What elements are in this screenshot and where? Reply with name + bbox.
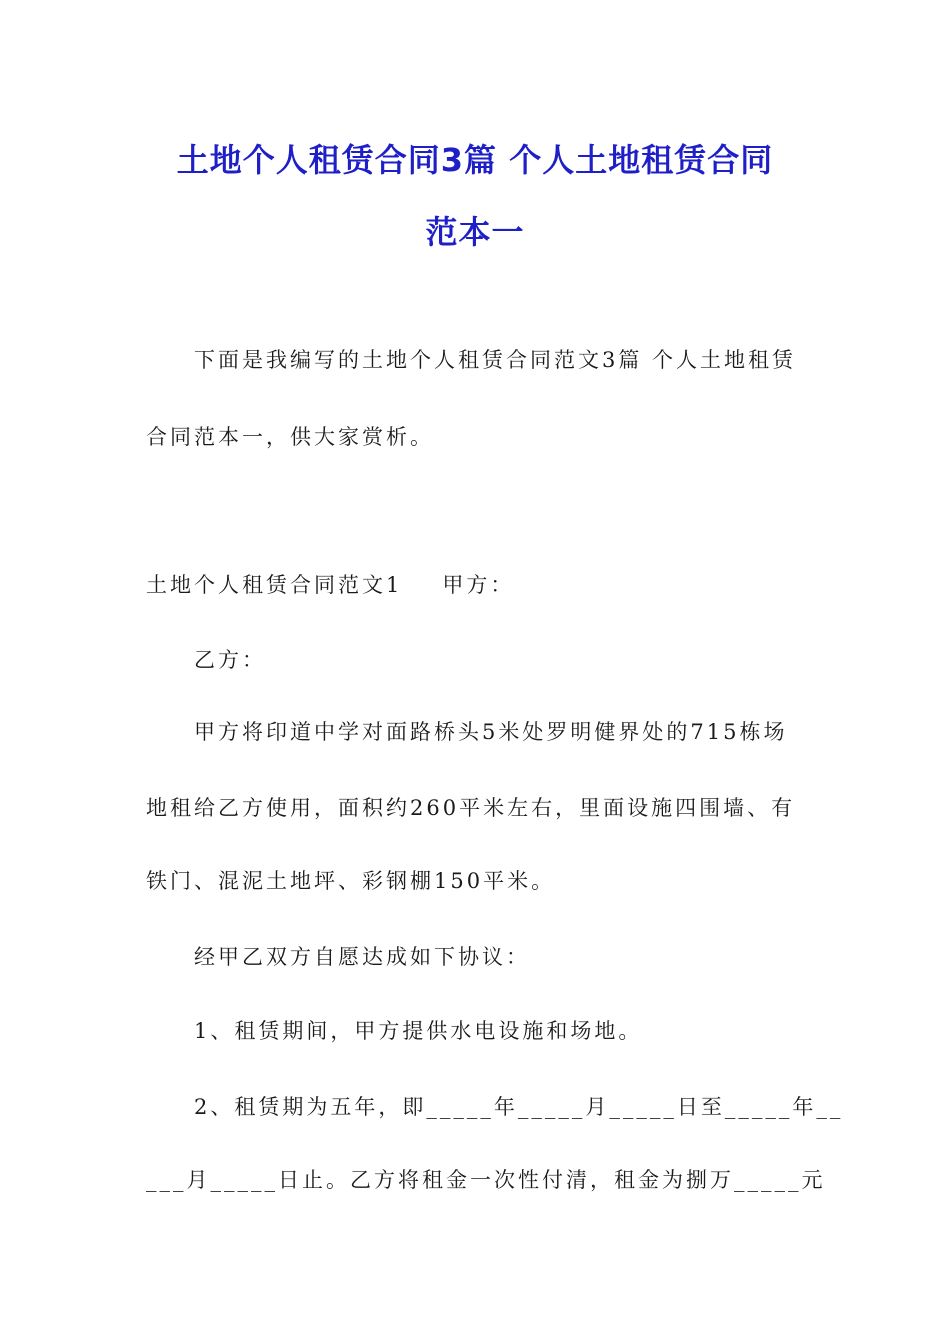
paragraph-1-line-2: 地租给乙方使用，面积约260平米左右，里面设施四围墙、有 [146, 796, 796, 820]
paragraph-1-line-3: 铁门、混泥土地坪、彩钢棚150平米。 [146, 869, 556, 893]
clause-2-line-2: ___月_____日止。乙方将租金一次性付清，租金为捌万_____元 [146, 1168, 826, 1192]
section-heading: 土地个人租赁合同范文1 [146, 573, 403, 597]
document-title-line-2: 范本一 [425, 213, 525, 251]
document-title-line-1: 土地个人租赁合同3篇 个人土地租赁合同 [176, 141, 774, 179]
paragraph-1-line-1: 甲方将印道中学对面路桥头5米处罗明健界处的715栋场 [194, 720, 788, 744]
section-heading-row [146, 570, 514, 600]
clause-2-line-1: 2、租赁期为五年，即_____年_____月_____日至_____年__ [194, 1095, 844, 1119]
party-a-label: 甲方： [442, 573, 515, 597]
agreement-line: 经甲乙双方自愿达成如下协议： [194, 945, 530, 969]
intro-line-2: 合同范本一，供大家赏析。 [146, 425, 434, 449]
clause-1: 1、租赁期间，甲方提供水电设施和场地。 [194, 1019, 643, 1043]
intro-line-1: 下面是我编写的土地个人租赁合同范文3篇 个人土地租赁 [194, 348, 797, 372]
party-b-label: 乙方： [194, 648, 266, 672]
